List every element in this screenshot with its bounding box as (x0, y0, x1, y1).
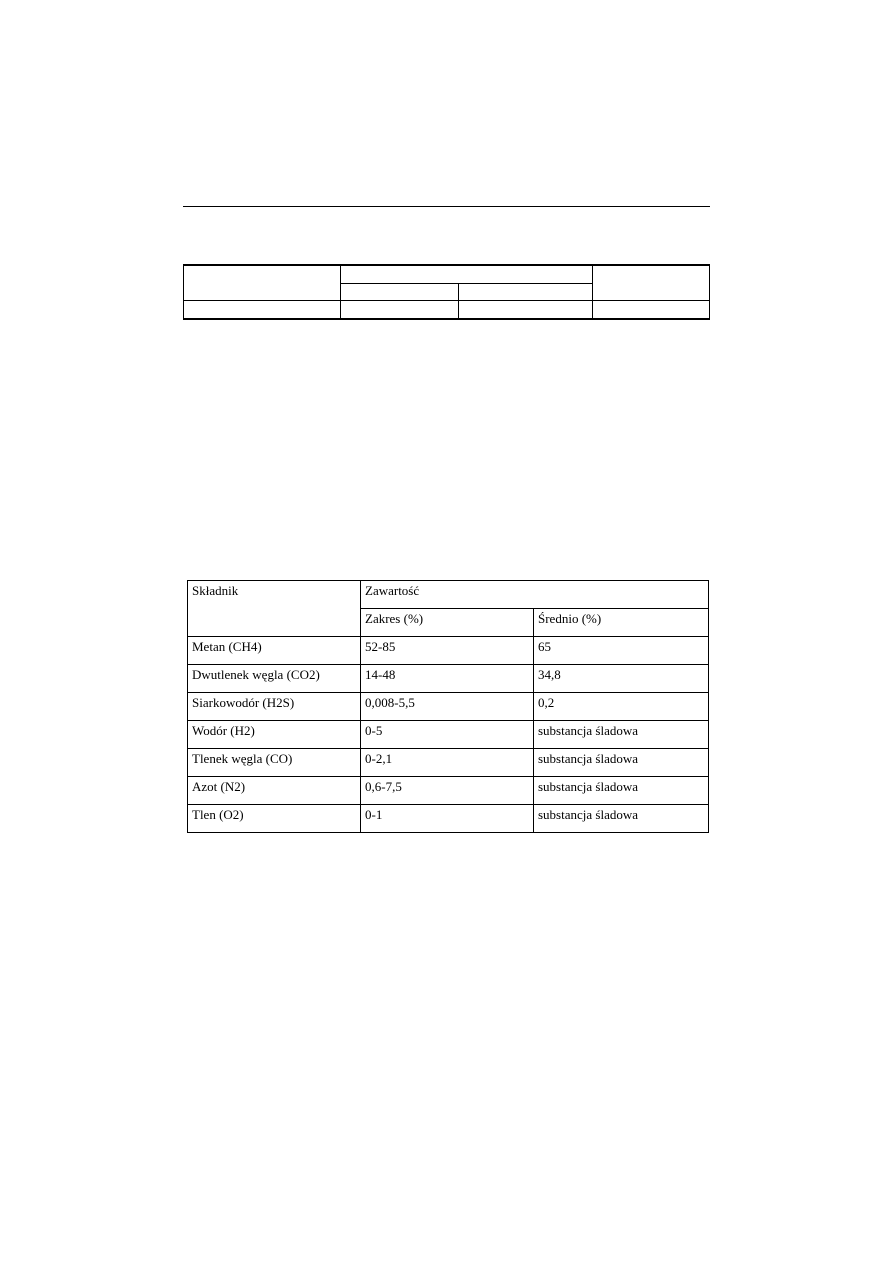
grid-col-divider-1 (340, 264, 341, 319)
cell-average: substancja śladowa (534, 805, 709, 833)
top-horizontal-rule (183, 206, 710, 207)
cell-average: 0,2 (534, 693, 709, 721)
grid-bottom-border (183, 318, 710, 320)
table-row (188, 637, 709, 665)
composition-table (187, 580, 709, 833)
header-component: Składnik (188, 581, 361, 637)
cell-average: 34,8 (534, 665, 709, 693)
header-average: Średnio (%) (534, 609, 709, 637)
cell-component: Azot (N2) (188, 777, 361, 805)
cell-average: substancja śladowa (534, 721, 709, 749)
cell-range: 14-48 (361, 665, 534, 693)
table-row (188, 777, 709, 805)
grid-col-divider-2 (458, 283, 459, 319)
header-content: Zawartość (361, 581, 709, 609)
cell-range: 52-85 (361, 637, 534, 665)
cell-range: 0,008-5,5 (361, 693, 534, 721)
table-row (188, 665, 709, 693)
cell-average: substancja śladowa (534, 749, 709, 777)
cell-range: 0-1 (361, 805, 534, 833)
grid-right-border (709, 264, 710, 319)
grid-inner-line-1 (340, 283, 592, 284)
table-header-row (188, 581, 709, 609)
table-row (188, 721, 709, 749)
grid-inner-line-2 (183, 300, 710, 301)
cell-component: Wodór (H2) (188, 721, 361, 749)
cell-component: Dwutlenek węgla (CO2) (188, 665, 361, 693)
cell-range: 0-5 (361, 721, 534, 749)
header-range: Zakres (%) (361, 609, 534, 637)
cell-range: 0,6-7,5 (361, 777, 534, 805)
table-row (188, 749, 709, 777)
cell-component: Tlenek węgla (CO) (188, 749, 361, 777)
cell-component: Siarkowodór (H2S) (188, 693, 361, 721)
cell-average: substancja śladowa (534, 777, 709, 805)
cell-range: 0-2,1 (361, 749, 534, 777)
cell-component: Tlen (O2) (188, 805, 361, 833)
grid-left-border (183, 264, 184, 319)
cell-average: 65 (534, 637, 709, 665)
table-row (188, 805, 709, 833)
cell-component: Metan (CH4) (188, 637, 361, 665)
grid-col-divider-3 (592, 264, 593, 319)
empty-grid-table (183, 264, 710, 319)
table-row (188, 693, 709, 721)
grid-top-border (183, 264, 710, 266)
